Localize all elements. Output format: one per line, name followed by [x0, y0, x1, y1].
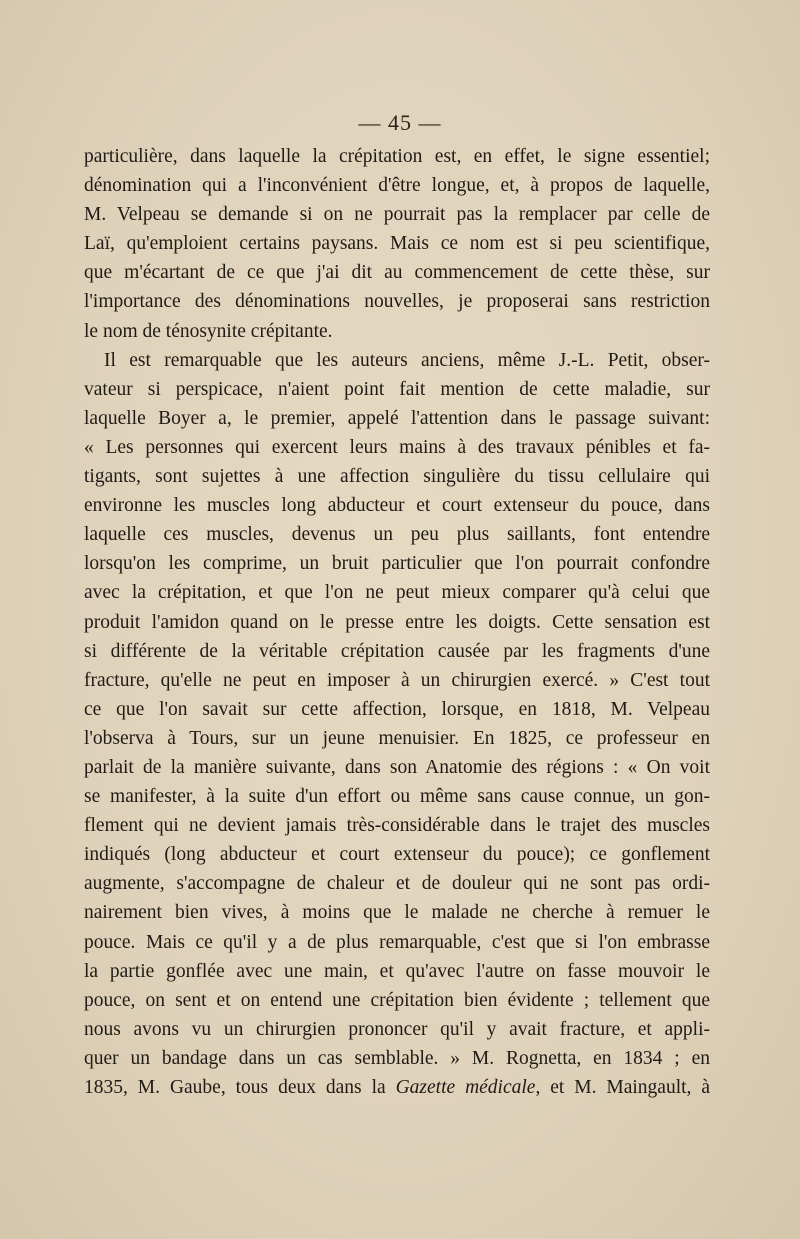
text-line: [84, 1073, 710, 1102]
text-line: laquelle Boyer a, le premier, appelé l'attention dans le passage suivant:: [84, 407, 710, 429]
journal-title: Gazette médicale: [395, 1077, 536, 1098]
text-line: vateur si perspicace, n'aient point fait mention de cette maladie, sur: [84, 378, 710, 400]
body-text: [84, 142, 710, 1102]
text-line: la partie gonflée avec une main, et qu'avec l'autre on fasse mouvoir le: [84, 960, 710, 982]
text-line: indiqués (long abducteur et court extenseur du pouce); ce gonflement: [84, 844, 710, 866]
text-line: lorsqu'on les comprime, un bruit particulier que l'on pourrait confondre: [84, 553, 710, 575]
text-line: pouce, on sent et on entend une crépitation bien évidente ; tellement que: [84, 989, 710, 1011]
text-line: laquelle ces muscles, devenus un peu plus saillants, font entendre: [84, 524, 710, 546]
text-line: augmente, s'accompagne de chaleur et de douleur qui ne sont pas ordi-: [84, 873, 710, 895]
text-line: flement qui ne devient jamais très-considérable dans le trajet des muscles: [84, 815, 710, 837]
text-line: l'observa à Tours, sur un jeune menuisier. En 1825, ce professeur en: [84, 727, 710, 749]
text-line: tigants, sont sujettes à une affection singulière du tissu cellulaire qui: [84, 466, 710, 488]
text-line: nairement bien vives, à moins que le malade ne cherche à remuer le: [84, 902, 710, 924]
text-line: l'importance des dénominations nouvelles, je proposerai sans restriction: [84, 291, 710, 313]
text-line: produit l'amidon quand on le presse entre les doigts. Cette sensation est: [84, 611, 710, 633]
text-line: que m'écartant de ce que j'ai dit au commencement de cette thèse, sur: [84, 262, 710, 284]
text-line: quer un bandage dans un cas semblable. » M. Rognetta, en 1834 ; en: [84, 1047, 710, 1069]
text-line: nous avons vu un chirurgien prononcer qu'il y avait fracture, et appli-: [84, 1018, 710, 1040]
text-line: se manifester, à la suite d'un effort ou même sans cause connue, un gon-: [84, 786, 710, 808]
text-line: le nom de ténosynite crépitante.: [84, 320, 333, 342]
text-line: dénomination qui a l'inconvénient d'être longue, et, à propos de laquelle,: [84, 175, 710, 197]
text-segment: 1835, M. Gaube, tous deux dans la: [84, 1077, 396, 1098]
text-line: particulière, dans laquelle la crépitation est, en effet, le signe essentiel;: [84, 146, 710, 167]
text-line: « Les personnes qui exercent leurs mains à des travaux pénibles et fa-: [84, 436, 710, 458]
text-segment: , et M. Maingault, à: [535, 1077, 710, 1098]
text-line: environne les muscles long abducteur et court extenseur du pouce, dans: [84, 495, 710, 517]
text-line: Il est remarquable que les auteurs anciens, même J.-L. Petit, obser-: [104, 349, 710, 371]
text-line: Laï, qu'emploient certains paysans. Mais ce nom est si peu scientifique,: [84, 233, 710, 255]
text-line: ce que l'on savait sur cette affection, lorsque, en 1818, M. Velpeau: [84, 698, 710, 720]
text-line: M. Velpeau se demande si on ne pourrait pas la remplacer par celle de: [84, 204, 710, 226]
text-line: si différente de la véritable crépitation causée par les fragments d'une: [84, 640, 710, 662]
page-number: — 45 —: [358, 110, 442, 135]
text-line: avec la crépitation, et que l'on ne peut mieux comparer qu'à celui que: [84, 582, 710, 604]
text-line: fracture, qu'elle ne peut en imposer à un chirurgien exercé. » C'est tout: [84, 669, 710, 691]
text-line: pouce. Mais ce qu'il y a de plus remarquable, c'est que si l'on embrasse: [84, 931, 710, 953]
text-line: parlait de la manière suivante, dans son Anatomie des régions : « On voit: [84, 756, 710, 778]
